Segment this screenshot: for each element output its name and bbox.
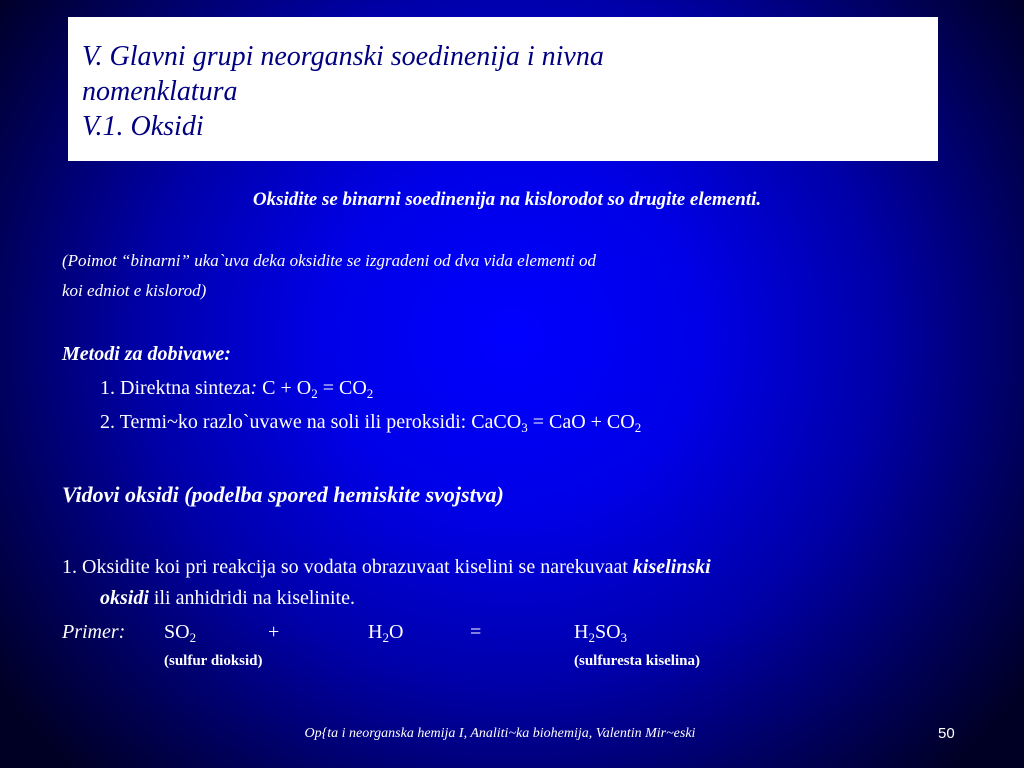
method-2-equation: CaCO$_3$ = CaO + $CO_2$ [471, 411, 642, 435]
oxide-types-heading: Vidovi oksidi (podelba spored hemiskite svojstva) [62, 482, 504, 507]
method-1-label: 1. Direktna sinteza [100, 377, 251, 399]
method-2-label: 2. Termi~ko razlo`uvawe na soli ili peroksidi: [100, 411, 472, 433]
binary-note-line-1: (Poimot “binarni” uka`uva deka oksidite se izgradeni od dva vida elementi od [62, 251, 596, 270]
example-equals-sign: = [470, 621, 482, 643]
example-reactant-name: (sulfur dioksid) [164, 653, 263, 669]
example-label: Primer: [62, 621, 126, 643]
acidic-oxides-line-1: 1. Oksidite koi pri reakcija so vodata obrazuvaat kiselini se narekuvaat kiselinski [62, 556, 711, 578]
slide-title-line-2: nomenklatura [82, 76, 238, 107]
slide-title-box [68, 17, 938, 161]
acidic-oxides-term-2: oksidi [100, 587, 149, 609]
example-product-name: (sulfuresta kiselina) [574, 653, 700, 669]
method-item-2 [100, 410, 641, 434]
method-1-colon: : [250, 377, 258, 399]
acidic-oxides-term-1: kiselinski [632, 556, 711, 578]
page-number: 50 [938, 725, 955, 742]
acidic-oxides-line-2: oksidi ili anhidridi na kiselinite. [100, 587, 355, 609]
example-reactant-h2o: $H_2O$ [368, 621, 404, 645]
slide-title-line-3: V.1. Oksidi [82, 111, 204, 142]
example-reactant-so2: $SO_2$ [164, 621, 197, 645]
binary-note-line-2: koi edniot e kislorod) [62, 281, 207, 300]
method-item-1 [100, 376, 373, 400]
slide-title-line-1: V. Glavni grupi neorganski soedinenija i nivna [82, 41, 604, 72]
slide-footer: Op{ta i neorganska hemija I, Analiti~ka biohemija, Valentin Mir~eski [304, 726, 696, 741]
methods-heading: Metodi za dobivawe: [62, 343, 231, 365]
method-1-equation: $C + O_2 = CO_2$ [257, 377, 374, 401]
oxide-definition: Oksidite se binarni soedinenija na kislorodot so drugite elementi. [252, 189, 762, 210]
example-plus-sign: + [268, 621, 280, 643]
example-product-h2so3: $H_2SO_3$ [574, 621, 628, 645]
